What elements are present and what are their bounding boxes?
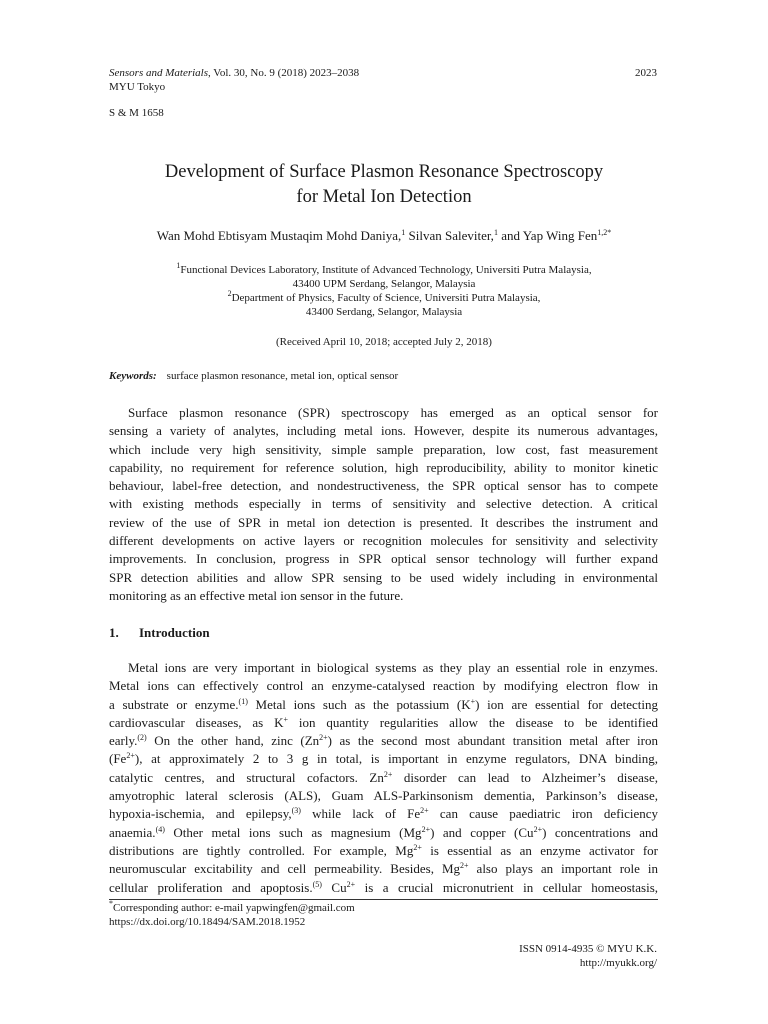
- ion-charge: +: [470, 696, 476, 706]
- affiliations: [0, 263, 768, 319]
- affiliation-2-marker: 2: [227, 289, 232, 298]
- intro-text: ) as the second most abundant transition metal after iron: [327, 733, 658, 749]
- footnote-marker: *: [109, 899, 113, 908]
- title-line-1: Development of Surface Plasmon Resonance Spectroscopy: [164, 162, 604, 182]
- journal-name: Sensors and Materials: [109, 67, 208, 79]
- affiliation-1-marker: 1: [176, 261, 181, 270]
- abstract-line: improvements. In conclusion, progress in SPR optical sensor technology will further expand: [109, 551, 658, 567]
- intro-text: ) and copper (Cu: [430, 824, 534, 840]
- intro-text: cardiovascular diseases, as K: [109, 714, 284, 730]
- abstract: [109, 404, 658, 605]
- abstract-line: monitoring as an effective metal ion sensor in the future.: [109, 587, 404, 603]
- intro-text: ), at approximately 2 to 3 g in total, is important in enzyme regulators, DNA binding,: [134, 751, 658, 767]
- intro-text: neuromuscular excitability and cell permeability. Besides, Mg: [109, 861, 461, 877]
- ion-charge: +: [283, 714, 288, 724]
- intro-line: [109, 769, 658, 787]
- ion-charge: 2+: [126, 751, 135, 761]
- abstract-line: with existing methods especially in terms of sensitivity and selective detection. A critical: [109, 496, 658, 512]
- intro-text: hypoxia-ischemia, and epilepsy,: [109, 806, 292, 822]
- affiliation-1-line-2: 43400 UPM Serdang, Selangor, Malaysia: [292, 278, 476, 290]
- intro-text: Cu: [321, 879, 347, 895]
- publisher-url[interactable]: http://myukk.org/: [579, 957, 657, 969]
- footnote-divider: [109, 899, 658, 900]
- ion-charge: 2+: [421, 824, 431, 834]
- citation-ref: (1): [238, 696, 248, 706]
- corresponding-author-text: Corresponding author: e-mail yapwingfen@gmail.com: [113, 902, 355, 914]
- affiliation-2-line-2: 43400 Serdang, Selangor, Malaysia: [305, 306, 463, 318]
- intro-text: also plays an important role in: [468, 861, 658, 877]
- ion-charge: 2+: [346, 879, 356, 889]
- journal-citation: [109, 66, 359, 80]
- section-number: 1.: [109, 625, 119, 640]
- abstract-line: behaviour, label-free detection, and nondestructiveness, the SPR optical sensor has to compete: [109, 478, 658, 494]
- abstract-line: which include very high sensitivity, simple sample preparation, low cost, fast measurement: [109, 441, 658, 457]
- intro-text: cellular proliferation and apoptosis.: [109, 879, 313, 895]
- abstract-line: review of the use of SPR in metal ion detection is presented. It describes the instrument and: [109, 514, 658, 530]
- footnote: [109, 901, 355, 929]
- intro-text: ion quantity regularities allow the disease to be identified: [287, 714, 658, 730]
- author-1-affil: 1: [401, 228, 406, 237]
- citation-ref: (4): [155, 824, 165, 834]
- intro-text: catalytic centres, and structural cofactors. Zn: [109, 769, 384, 785]
- intro-text: can cause paediatric iron deficiency: [428, 806, 658, 822]
- intro-text: (Fe: [109, 751, 127, 767]
- intro-text: ) concentrations and: [542, 824, 658, 840]
- issn: ISSN 0914-4935 © MYU K.K.: [519, 943, 657, 955]
- author-2: Silvan Saleviter,: [405, 228, 494, 243]
- page-number: 2023: [635, 67, 657, 79]
- intro-text: On the other hand, zinc (Zn: [146, 733, 320, 749]
- ion-charge: 2+: [460, 861, 469, 871]
- author-3: and Yap Wing Fen: [497, 228, 598, 243]
- section-title: Introduction: [139, 625, 210, 640]
- intro-text: a substrate or enzyme.: [109, 696, 239, 712]
- intro-line: [109, 696, 658, 714]
- journal-details: , Vol. 30, No. 9 (2018) 2023–2038: [208, 67, 360, 79]
- ion-charge: 2+: [383, 769, 393, 779]
- introduction-paragraph: [109, 659, 658, 897]
- abstract-line: different developments on active layers or recognition molecules for sensitivity and selectivity: [109, 533, 658, 549]
- intro-text: while lack of Fe: [300, 806, 421, 822]
- affiliation-1-text: Functional Devices Laboratory, Institute of Advanced Technology, Universiti Putra Malaysia,: [180, 264, 592, 276]
- intro-line: [109, 860, 658, 878]
- intro-text: is a crucial micronutrient in cellular homeostasis,: [355, 879, 659, 895]
- abstract-line: sensing a variety of analytes, including metal ions. However, despite its numerous advantages,: [109, 423, 658, 439]
- intro-line: amyotrophic lateral sclerosis (ALS), Guam ALS-Parkinsonism dementia, Parkinson’s disease,: [109, 788, 658, 804]
- keywords-text: surface plasmon resonance, metal ion, optical sensor: [166, 370, 399, 382]
- abstract-line: capability, no requirement for reference solution, high reproducibility, ability to monitor kinetic: [109, 459, 658, 475]
- corresponding-author: [109, 901, 355, 915]
- intro-line: [109, 732, 658, 750]
- citation-ref: (3): [291, 806, 301, 816]
- ion-charge: 2+: [413, 842, 422, 852]
- section-heading: [109, 624, 210, 642]
- author-1: Wan Mohd Ebtisyam Mustaqim Mohd Daniya,: [156, 228, 402, 243]
- keywords: [109, 369, 398, 383]
- received-dates: (Received April 10, 2018; accepted July 2, 2018): [276, 336, 492, 348]
- ion-charge: 2+: [319, 733, 328, 743]
- abstract-line: Surface plasmon resonance (SPR) spectroscopy has emerged as an optical sensor for: [128, 405, 658, 420]
- intro-line: [109, 842, 658, 860]
- title-line-2: for Metal Ion Detection: [296, 187, 472, 207]
- intro-line: [109, 824, 658, 842]
- citation-ref: (2): [137, 733, 147, 743]
- manuscript-id: S & M 1658: [109, 107, 164, 119]
- intro-text: disorder can lead to Alzheimer’s disease,: [392, 769, 658, 785]
- intro-line: [109, 805, 658, 823]
- ion-charge: 2+: [533, 824, 543, 834]
- intro-text: ) ion are essential for detecting: [475, 696, 658, 712]
- author-list: [0, 227, 768, 245]
- affiliation-2-line-1: [0, 291, 768, 305]
- intro-line: [109, 750, 658, 768]
- affiliation-2-text: Department of Physics, Faculty of Science, Universiti Putra Malaysia,: [231, 292, 541, 304]
- author-3-affil: 1,2*: [597, 228, 612, 237]
- intro-text: Other metal ions such as magnesium (Mg: [164, 824, 422, 840]
- doi-link[interactable]: https://dx.doi.org/10.18494/SAM.2018.1952: [109, 916, 306, 928]
- intro-line: [109, 714, 658, 732]
- intro-line: Metal ions can effectively control an enzyme-catalysed reaction by modifying electron flow in: [109, 678, 658, 694]
- intro-text: distributions are tightly controlled. For example, Mg: [109, 842, 414, 858]
- affiliation-1-line-1: [0, 263, 768, 277]
- intro-text: is essential as an enzyme activator for: [421, 842, 658, 858]
- keywords-label: Keywords:: [109, 370, 157, 382]
- intro-text: Metal ions such as the potassium (K: [247, 696, 471, 712]
- intro-text: early.: [109, 733, 138, 749]
- intro-line: [109, 879, 658, 897]
- intro-line: Metal ions are very important in biological systems as they play an essential role in enzymes.: [128, 660, 658, 675]
- publisher: MYU Tokyo: [109, 81, 166, 93]
- issn-block: [519, 942, 657, 970]
- abstract-line: SPR detection abilities and allow SPR sensing to be used widely including in environmental: [109, 569, 658, 585]
- author-2-affil: 1: [493, 228, 498, 237]
- intro-text: anaemia.: [109, 824, 156, 840]
- citation-ref: (5): [312, 879, 322, 889]
- article-title: [0, 160, 768, 210]
- ion-charge: 2+: [420, 806, 429, 816]
